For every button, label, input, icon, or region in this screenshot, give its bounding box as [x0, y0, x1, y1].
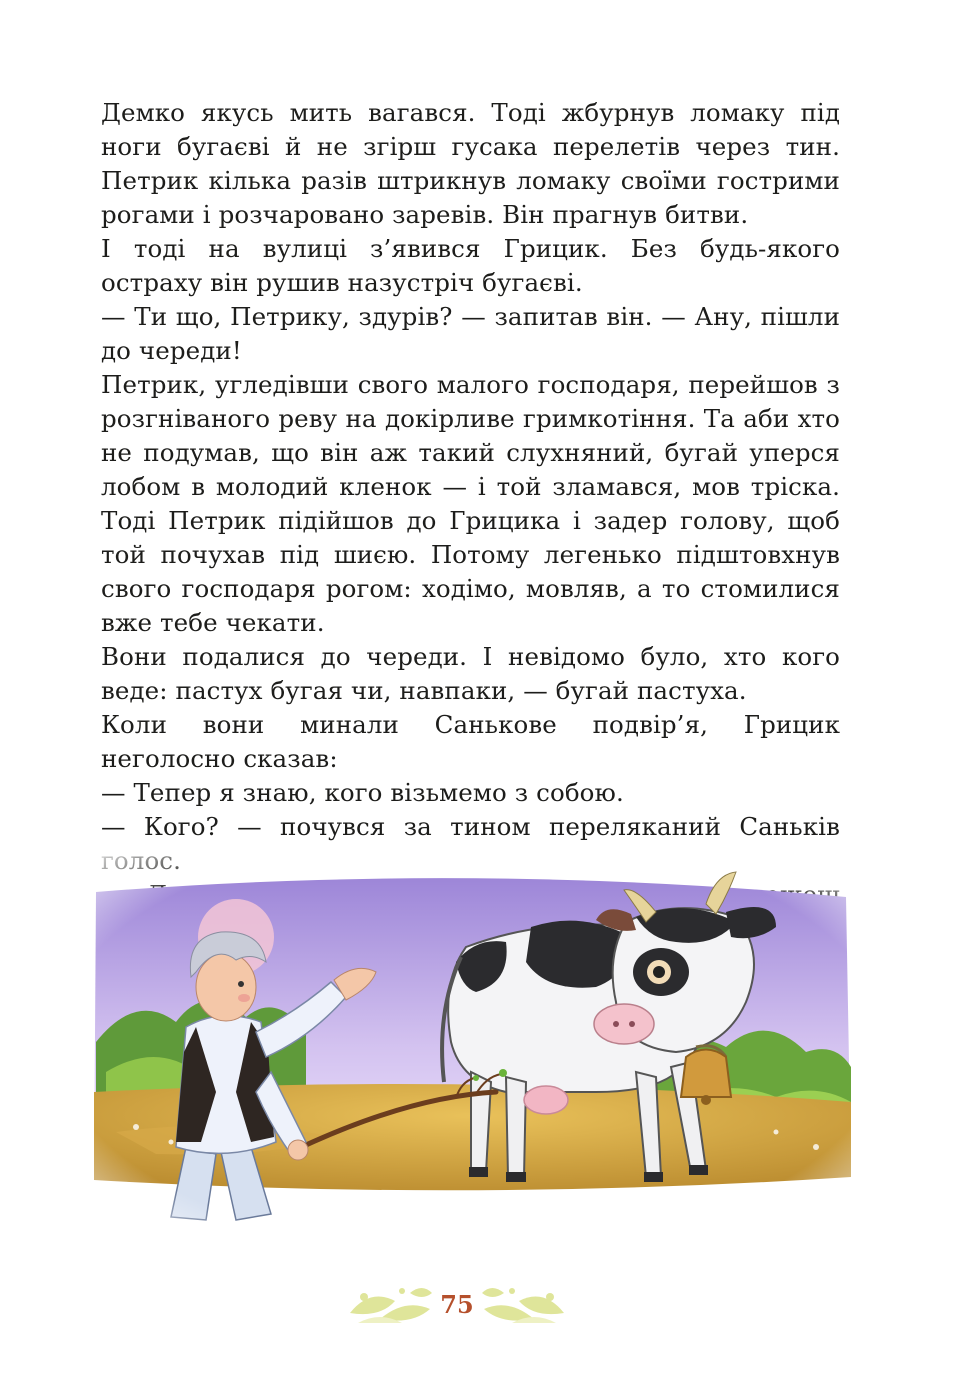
- paragraph: Петрик, угледівши свого малого господаря, перейшов з розгніваного реву на докірливе гримкотіння. Та аби хто не подумав, що він аж такий слухняний, бугай уперся лобом в молодий кленок — і той зламався, мов тріска. Тоді Петрик підійшов до Грицика і задер голову, щоб той почухав під шиєю. Потому легенько підштовхнув свого господаря рогом: ходімо, мовляв, а то стомилися вже тебе чекати.: [101, 370, 840, 637]
- paragraph: Вони подалися до череди. І невідомо було, хто кого веде: пастух бугая чи, навпаки, — бугай пастуха.: [101, 642, 840, 705]
- boy-and-bull-illustration: [76, 842, 866, 1242]
- paragraph: І тоді на вулиці з’явився Грицик. Без будь-якого остраху він рушив назустріч бугаєві.: [101, 234, 840, 297]
- paragraph: Коли вони минали Санькове подвір’я, Грицик неголосно сказав:: [101, 710, 840, 773]
- paragraph: — Кого? — почувся за тином переляканий Саньків: [101, 812, 840, 841]
- page-footer: [350, 1283, 564, 1327]
- paragraph: — Ти що, Петрику, здурів? — запитав він. — Ану, пішли до череди!: [101, 302, 840, 365]
- story-illustration: [76, 842, 866, 1242]
- page-number: 75: [440, 1290, 474, 1319]
- paragraph: — Тепер я знаю, кого візьмемо з собою.: [101, 778, 624, 807]
- paragraph: Демко якусь мить вагався. Тоді жбурнув ломаку під ноги бугаєві й не згірш гусака перелетів через тин. Петрик кілька разів штрикнув ломаку своїми гострими рогами і розчаровано заревів. Він прагнув битви.: [101, 98, 840, 229]
